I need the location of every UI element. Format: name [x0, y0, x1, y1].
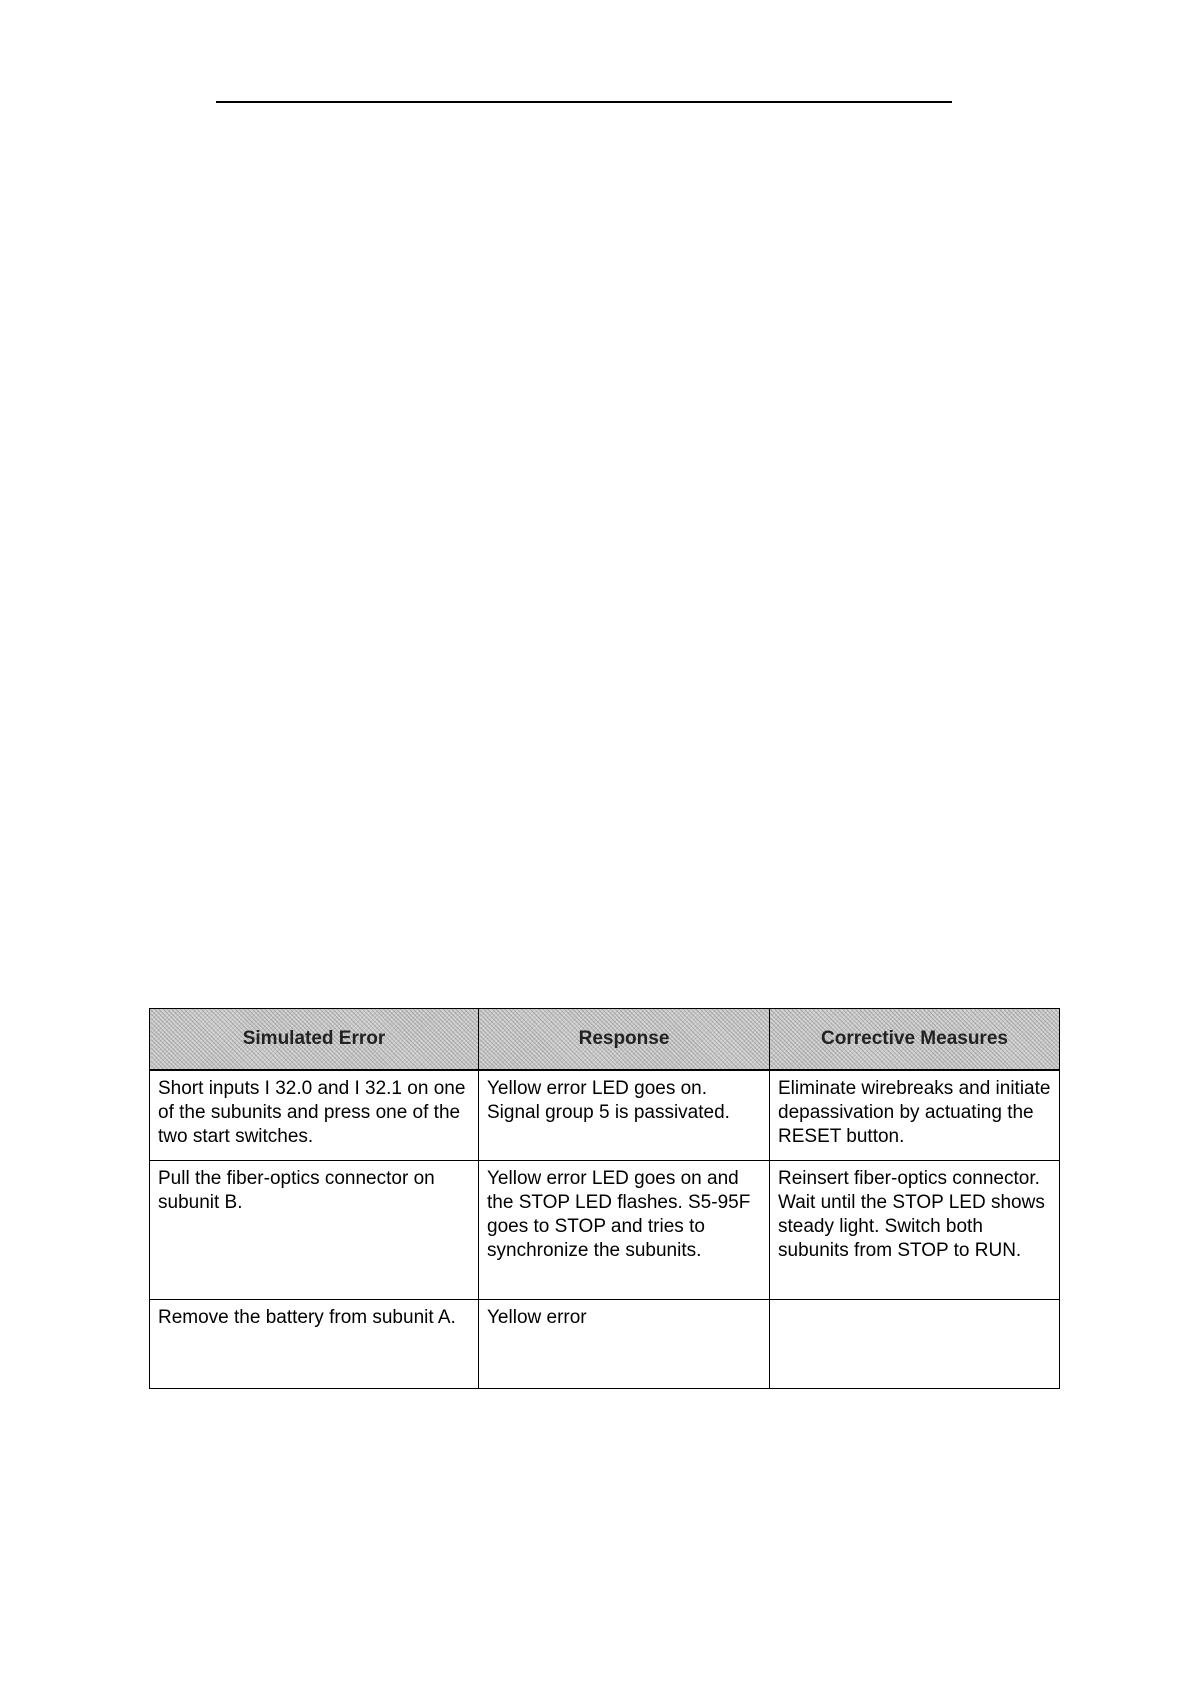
table-row	[150, 1300, 1060, 1389]
cell-response: Yellow error	[479, 1300, 770, 1389]
cell-response: Yellow error LED goes on and the STOP LED flashes. S5-95F goes to STOP and tries to synchronize the subunits.	[479, 1161, 770, 1300]
simulated-error-table	[149, 1008, 1060, 1389]
cell-simulated-error: Pull the fiber-optics connector on subunit B.	[150, 1161, 479, 1300]
column-header-corrective-measures: Corrective Measures	[770, 1009, 1060, 1071]
column-header-response: Response	[479, 1009, 770, 1071]
table-header-row	[150, 1009, 1060, 1071]
cell-corrective-measures: Eliminate wirebreaks and initiate depassivation by actuating the RESET button.	[770, 1070, 1060, 1161]
cell-response: Yellow error LED goes on. Signal group 5 is passivated.	[479, 1070, 770, 1161]
table-row	[150, 1161, 1060, 1300]
column-header-simulated-error: Simulated Error	[150, 1009, 479, 1071]
cell-corrective-measures	[770, 1300, 1060, 1389]
table-row	[150, 1070, 1060, 1161]
cell-simulated-error: Remove the battery from subunit A.	[150, 1300, 479, 1389]
cell-simulated-error: Short inputs I 32.0 and I 32.1 on one of the subunits and press one of the two start switches.	[150, 1070, 479, 1161]
cell-corrective-measures: Reinsert fiber-optics connector. Wait until the STOP LED shows steady light. Switch both subunits from STOP to RUN.	[770, 1161, 1060, 1300]
header-rule	[216, 101, 952, 103]
